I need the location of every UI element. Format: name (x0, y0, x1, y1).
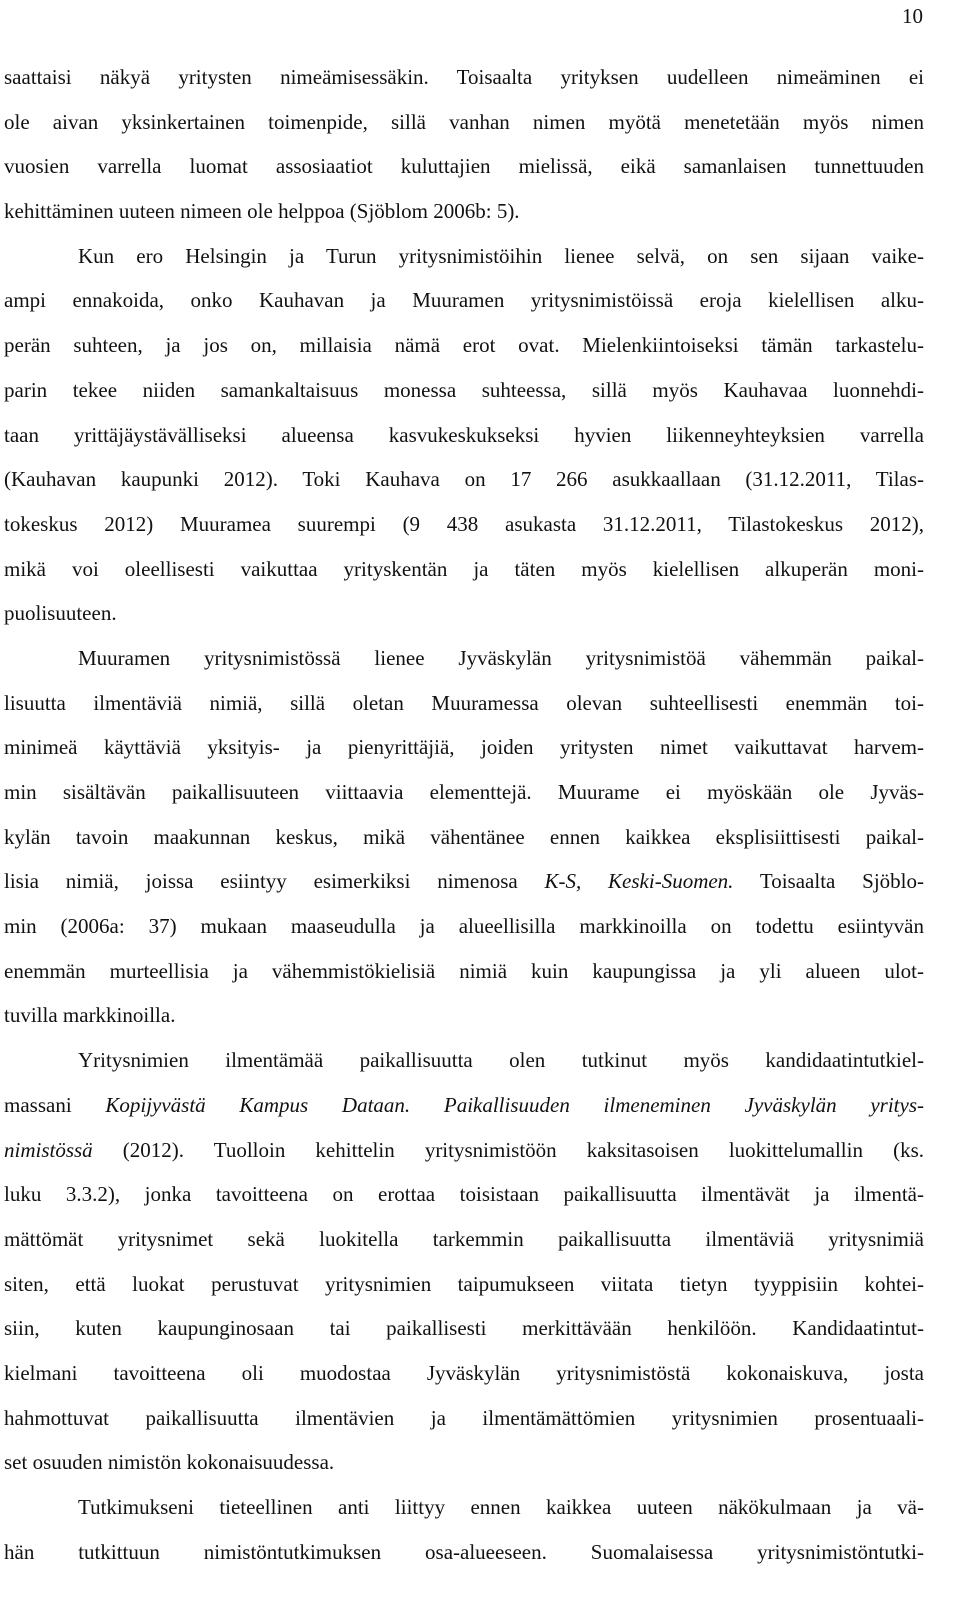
text-line: parin tekee niiden samankaltaisuus monessa suhteessa, sillä myös Kauhavaa luonnehdi- (4, 377, 924, 402)
page-number: 10 (902, 4, 923, 28)
text-line: ole aivan yksinkertainen toimenpide, sillä vanhan nimen myötä menetetään myös nimen (4, 109, 924, 134)
text-segment: (2012). Tuolloin kehittelin yritysnimistöön kaksitasoisen luokittelumallin (ks. (92, 1137, 924, 1162)
text-line (4, 859, 924, 904)
text-line: lisuutta ilmentäviä nimiä, sillä oletan Muuramessa olevan suhteellisesti enemmän toi- (4, 690, 924, 715)
text-segment: lisia nimiä, joissa esiintyy esimerkiksi nimenosa (4, 869, 545, 894)
text-line: saattaisi näkyä yritysten nimeämisessäkin. Toisaalta yrityksen uudelleen nimeäminen ei (4, 65, 924, 89)
body-text (4, 55, 924, 1574)
text-line: puolisuuteen. (4, 601, 117, 626)
text-line: luku 3.3.2), jonka tavoitteena on erottaa toisistaan paikallisuutta ilmentävät ja ilmentä- (4, 1182, 924, 1207)
text-line: taan yrittäjäystävälliseksi alueensa kasvukeskukseksi hyvien liikenneyhteyksien varrella (4, 422, 924, 447)
text-line: Tutkimukseni tieteellinen anti liittyy ennen kaikkea uuteen näkökulmaan ja vä- (78, 1495, 924, 1519)
text-line: minimeä käyttäviä yksityis- ja pienyrittäjiä, joiden yritysten nimet vaikuttavat harvem- (4, 735, 924, 760)
text-line: enemmän murteellisia ja vähemmistökielisiä nimiä kuin kaupungissa ja yli alueen ulot- (4, 958, 924, 983)
text-line: Kun ero Helsingin ja Turun yritysnimistöihin lienee selvä, on sen sijaan vaike- (78, 243, 924, 268)
text-line: min (2006a: 37) mukaan maaseudulla ja alueellisilla markkinoilla on todettu esiintyvän (4, 914, 924, 939)
text-line: min sisältävän paikallisuuteen viittaavia elementtejä. Muurame ei myöskään ole Jyväs- (4, 780, 924, 804)
text-line: siin, kuten kaupunginosaan tai paikallisesti merkittävään henkilöön. Kandidaatintut- (4, 1316, 924, 1341)
text-line (4, 1083, 924, 1128)
text-line: kielmani tavoitteena oli muodostaa Jyväskylän yritysnimistöstä kokonaiskuva, josta (4, 1360, 924, 1385)
text-line: tuvilla markkinoilla. (4, 1003, 176, 1028)
italic-title: Kopijyvästä Kampus Dataan. Paikallisuuden ilmeneminen Jyväskylän yritys- (105, 1092, 924, 1117)
text-line: Muuramen yritysnimistössä lienee Jyväskylän yritysnimistöä vähemmän paikal- (78, 645, 924, 670)
text-line: mikä voi oleellisesti vaikuttaa yrityskentän ja täten myös kielellisen alkuperän moni- (4, 556, 924, 581)
italic-term: K-S, Keski-Suomen. (544, 869, 734, 894)
text-line: tokeskus 2012) Muuramea suurempi (9 438 asukasta 31.12.2011, Tilastokeskus 2012), (4, 511, 924, 536)
text-line: mättömät yritysnimet sekä luokitella tarkemmin paikallisuutta ilmentäviä yritysnimiä (4, 1226, 924, 1251)
text-line: perän suhteen, ja jos on, millaisia nämä erot ovat. Mielenkiintoiseksi tämän tarkastelu- (4, 333, 924, 358)
text-line: kylän tavoin maakunnan keskus, mikä vähentänee ennen kaikkea eksplisiittisesti paikal- (4, 824, 924, 849)
text-line: kehittäminen uuteen nimeen ole helppoa (Sjöblom 2006b: 5). (4, 199, 520, 224)
text-line: set osuuden nimistön kokonaisuudessa. (4, 1450, 335, 1475)
text-line: (Kauhavan kaupunki 2012). Toki Kauhava on 17 266 asukkaallaan (31.12.2011, Tilas- (4, 467, 924, 492)
text-line: vuosien varrella luomat assosiaatiot kuluttajien mielissä, eikä samanlaisen tunnettuuden (4, 154, 924, 179)
text-segment: Toisaalta Sjöblo- (733, 869, 924, 894)
text-line: hahmottuvat paikallisuutta ilmentävien ja ilmentämättömien yritysnimien prosentuaali- (4, 1405, 924, 1430)
text-line: hän tutkittuun nimistöntutkimuksen osa-alueeseen. Suomalaisessa yritysnimistöntutki- (4, 1539, 924, 1564)
italic-title: nimistössä (4, 1137, 93, 1162)
text-segment: massani (4, 1092, 106, 1117)
text-line: siten, että luokat perustuvat yritysnimien taipumukseen viitata tietyn tyyppisiin kohtei- (4, 1271, 924, 1296)
text-line (4, 1128, 924, 1173)
text-line: ampi ennakoida, onko Kauhavan ja Muuramen yritysnimistöissä eroja kielellisen alku- (4, 288, 924, 313)
text-line: Yritysnimien ilmentämää paikallisuutta olen tutkinut myös kandidaatintutkiel- (78, 1048, 924, 1073)
